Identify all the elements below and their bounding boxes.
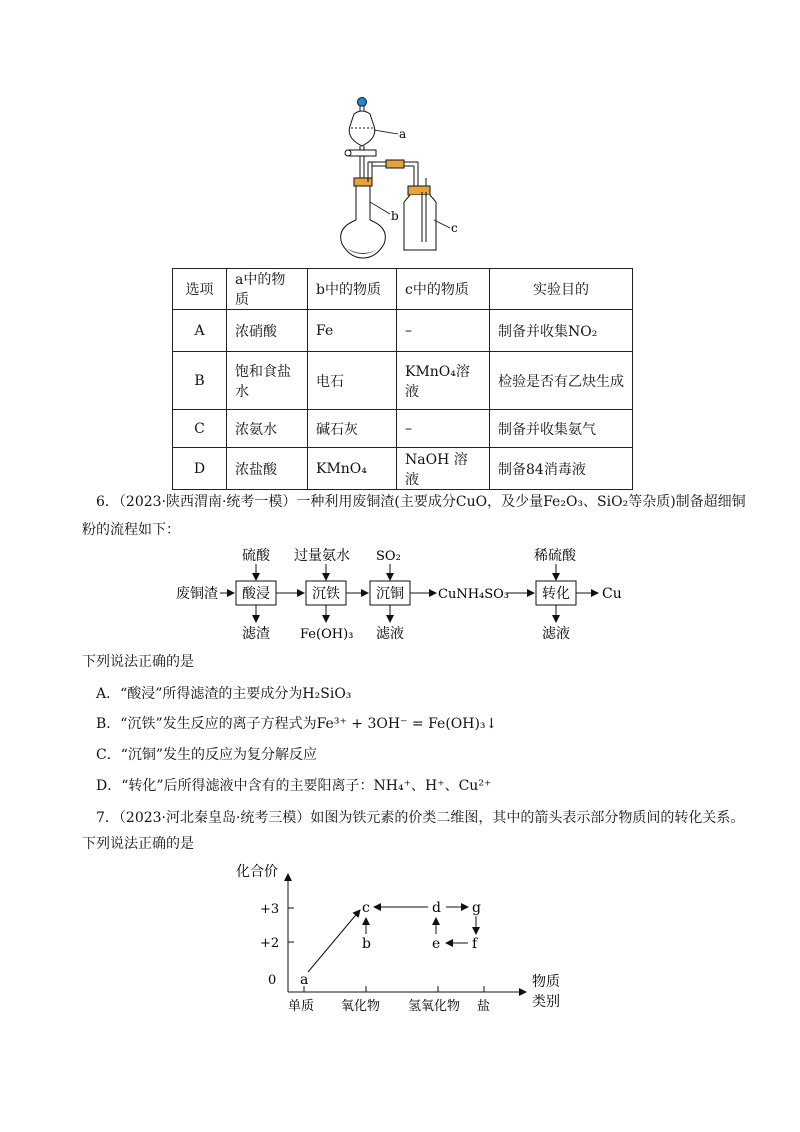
valence-class-chart bbox=[228, 858, 588, 1018]
point-b: b bbox=[362, 936, 371, 952]
q7-stem-line1: 7．（2023·河北秦皇岛·统考三模）如图为铁元素的价类二维图，其中的箭头表示部分物质间的转化关系。 bbox=[96, 810, 745, 826]
y-tick: +3 bbox=[260, 902, 280, 917]
cell-goal: 制备并收集NO₂ bbox=[490, 310, 633, 352]
table-header: b中的物质 bbox=[308, 269, 397, 310]
flow-in-3: SO₂ bbox=[376, 549, 401, 564]
options-table bbox=[172, 268, 633, 490]
q6-option-b: B．“沉铁”发生反应的离子方程式为Fe³⁺ + 3OH⁻ = Fe(OH)₃↓ bbox=[96, 716, 498, 732]
cell-option: C bbox=[173, 410, 227, 448]
q7-stem-line2: 下列说法正确的是 bbox=[82, 836, 194, 852]
x-axis-label-2: 类别 bbox=[532, 994, 560, 1010]
flow-box-2-label: 沉铁 bbox=[312, 586, 340, 602]
cell-option: D bbox=[173, 448, 227, 490]
flow-mid: CuNH₄SO₃ bbox=[438, 587, 510, 602]
x-axis-label-1: 物质 bbox=[532, 974, 560, 990]
flow-box-3-label: 沉铜 bbox=[376, 586, 404, 602]
flow-in-2: 过量氨水 bbox=[294, 548, 350, 564]
point-e: e bbox=[432, 936, 441, 952]
table-row bbox=[173, 352, 633, 410]
q6-stem-line2: 粉的流程如下： bbox=[82, 522, 180, 538]
arrow-a-to-c bbox=[308, 910, 360, 972]
cell-c: KMnO₄溶液 bbox=[397, 352, 490, 410]
x-tick: 氢氧化物 bbox=[408, 999, 461, 1014]
table-header: a中的物质 bbox=[227, 269, 308, 310]
flow-start: 废铜渣 bbox=[176, 586, 218, 602]
gas-bottle-c bbox=[404, 195, 436, 250]
cell-c: – bbox=[397, 310, 490, 352]
q6-prompt: 下列说法正确的是 bbox=[82, 654, 194, 670]
table-row bbox=[173, 448, 633, 490]
point-f: f bbox=[472, 936, 478, 952]
separatory-funnel bbox=[349, 111, 375, 146]
cell-a: 浓氨水 bbox=[227, 410, 308, 448]
flow-diagram bbox=[170, 540, 630, 646]
cell-option: B bbox=[173, 352, 227, 410]
q6-option-d: D．“转化”后所得滤液中含有的主要阳离子：NH₄⁺、H⁺、Cu²⁺ bbox=[96, 778, 492, 794]
x-tick: 盐 bbox=[477, 999, 491, 1014]
point-c: c bbox=[362, 900, 370, 916]
flow-out-1: 滤渣 bbox=[242, 626, 270, 642]
cell-c: NaOH 溶液 bbox=[397, 448, 490, 490]
table-header: c中的物质 bbox=[397, 269, 490, 310]
table-header-row bbox=[173, 269, 633, 310]
q6-stem-line1: 6．（2023·陕西渭南·统考一模）一种利用废铜渣(主要成分CuO，及少量Fe₂O₃、SiO₂等杂质)制备超细铜 bbox=[96, 494, 746, 510]
table-header: 实验目的 bbox=[490, 269, 633, 310]
cell-b: 碱石灰 bbox=[308, 410, 397, 448]
flow-box-1-label: 酸浸 bbox=[242, 586, 270, 602]
x-tick: 单质 bbox=[288, 999, 315, 1014]
table-header: 选项 bbox=[173, 269, 227, 310]
cell-goal: 制备84消毒液 bbox=[490, 448, 633, 490]
cell-b: KMnO₄ bbox=[308, 448, 397, 490]
point-a: a bbox=[300, 972, 309, 988]
flow-in-1: 硫酸 bbox=[242, 548, 270, 564]
label-c: c bbox=[451, 221, 458, 235]
table-row bbox=[173, 310, 633, 352]
x-tick: 氧化物 bbox=[341, 999, 381, 1014]
table-row bbox=[173, 410, 633, 448]
flow-out-2: Fe(OH)₃ bbox=[300, 627, 354, 642]
apparatus-diagram bbox=[330, 92, 470, 262]
point-d: d bbox=[432, 900, 441, 916]
flow-out-4: 滤液 bbox=[542, 626, 570, 642]
flow-in-4: 稀硫酸 bbox=[534, 548, 576, 564]
y-tick: +2 bbox=[260, 936, 280, 951]
cell-c: – bbox=[397, 410, 490, 448]
label-b: b bbox=[391, 209, 399, 223]
flow-out-3: 滤液 bbox=[376, 626, 404, 642]
cell-a: 饱和食盐水 bbox=[227, 352, 308, 410]
cell-goal: 检验是否有乙炔生成 bbox=[490, 352, 633, 410]
point-g: g bbox=[472, 900, 481, 916]
flow-end: Cu bbox=[602, 586, 622, 602]
q6-option-c: C．“沉铜”发生的反应为复分解反应 bbox=[96, 747, 318, 763]
round-flask-b bbox=[341, 220, 386, 258]
cell-b: 电石 bbox=[308, 352, 397, 410]
q6-option-a: A．“酸浸”所得滤渣的主要成分为H₂SiO₃ bbox=[96, 686, 352, 702]
flow-box-4-label: 转化 bbox=[542, 586, 570, 602]
cell-option: A bbox=[173, 310, 227, 352]
y-tick: 0 bbox=[268, 973, 277, 988]
cell-a: 浓盐酸 bbox=[227, 448, 308, 490]
cell-b: Fe bbox=[308, 310, 397, 352]
label-a: a bbox=[399, 127, 407, 141]
cell-goal: 制备并收集氨气 bbox=[490, 410, 633, 448]
funnel-stopper bbox=[358, 98, 367, 107]
y-axis-label: 化合价 bbox=[236, 864, 278, 880]
cell-a: 浓硝酸 bbox=[227, 310, 308, 352]
